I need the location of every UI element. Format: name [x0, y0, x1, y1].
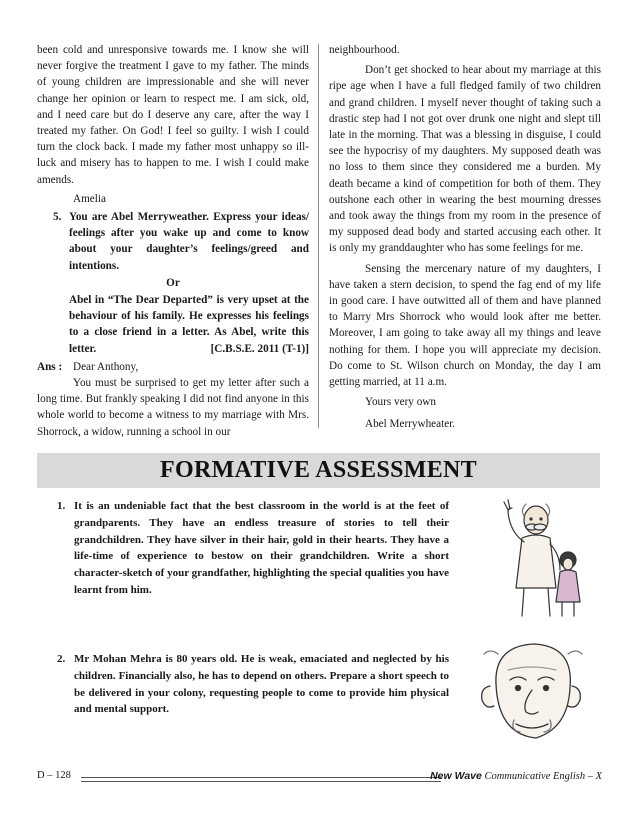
book-name: Communicative English – X — [484, 771, 602, 782]
letter-paragraph: Don’t get shocked to hear about my marriage at this ripe age when I have a full fledged family of two children and grand children. I myself never thought of taking such a drastic step had I not got over drunk one night and slept till late in the morning. That was a blessing in disguise, I could see the hypocrisy of my daughters. My supposed death was no loss to them since they considered me a burden. My death became a kind of competition for both of them. They outshone each other in wearing the best mourning dresses and took away the things from my room in the presence of my supposed dead body and started accusing each other. It is only my granddaughter who has some feelings for me. — [329, 64, 601, 255]
letter-closing: Yours very own — [365, 396, 436, 409]
brand-name: New Wave — [430, 770, 482, 782]
letter-opening: You must be surprised to get my letter after such a long time. But frankly speaking I did not find anyone in this whole world to become a witness to my marriage with Mrs. Shorrock, a widow, running a school in our — [37, 377, 309, 438]
question-5 — [37, 209, 309, 274]
assessment-question-1 — [57, 498, 449, 599]
assessment-question-2 — [57, 651, 449, 718]
question-5-alternative — [37, 292, 309, 357]
column-divider — [318, 44, 319, 428]
question-text: You are Abel Merryweather. Express your ideas/ feelings after you wake up and come to know about your daughter’s feelings/greed and intentions. — [69, 211, 309, 272]
page-number: D – 128 — [37, 770, 71, 781]
right-column — [329, 42, 601, 433]
answer-label: Ans : — [37, 360, 63, 373]
grandfather-child-illustration — [478, 494, 598, 618]
question-number: 2. — [57, 653, 66, 665]
exam-citation: [C.B.S.E. 2011 (T-1)] — [210, 342, 309, 355]
letter-signature-abel: Abel Merrywheater. — [365, 418, 456, 431]
section-banner — [37, 453, 600, 488]
question-text: Mr Mohan Mehra is 80 years old. He is weak, emaciated and neglected by his children. Financially also, he has to depend on others. Prepare a short speech to be delivered in your colony, requesting people to come to provide him physical and mental support. — [74, 653, 449, 716]
page-footer — [37, 770, 602, 784]
or-separator: Or — [166, 276, 180, 289]
question-number: 1. — [57, 500, 66, 512]
letter-continuation: neighbourhood. — [329, 44, 400, 56]
left-paragraph: been cold and unresponsive towards me. I know she will never forgive the treatment I gave to my father. The minds of young children are impressionable and she will never change her opinion or learn to respect me. I am sick, old, and I need care but do I deserve any care, after the way I treated my father. On God! I feel so guilty. I wish I could turn the clock back. I made my father most unhappy so ill-luck and misery has to happen to me. I wish I could make amends. — [37, 44, 309, 186]
footer-rule — [81, 777, 441, 782]
question-text: It is an undeniable fact that the best classroom in the world is at the feet of grandparents. They have an endless treasure of stories to tell their grandchildren. They have silver in their hair, gold in their hearts. They have a life-time of experience to bestow on their grandchildren. Write a short character-sketch of your grandfather, highlighting the special qualities you have learnt from him. — [74, 500, 449, 596]
question-number: 5. — [53, 211, 62, 224]
answer-block — [37, 359, 309, 375]
letter-paragraph: Sensing the mercenary nature of my daughters, I have taken a stern decision, to spend the fag end of my life in good care. I have outwitted all of them and have planned to Marry Mrs Shorrock who would look after me better. Moreover, I am going to take away all my things and leave nothing for them. I hope you will appreciate my decision. Do come to St. Wilson church on Monday, the day I am getting married, at 11 a.m. — [329, 262, 601, 389]
letter-signature-amelia: Amelia — [73, 192, 106, 205]
book-title — [430, 770, 602, 782]
old-man-face-illustration — [468, 640, 596, 758]
left-column — [37, 42, 309, 440]
question-text: Abel in “The Dear Departed” is very upset at the behaviour of his family. He expresses his feelings to a close friend in a letter. As Abel, write this letter. — [69, 294, 309, 355]
letter-salutation: Dear Anthony, — [73, 360, 139, 373]
section-title: FORMATIVE ASSESSMENT — [160, 457, 477, 483]
